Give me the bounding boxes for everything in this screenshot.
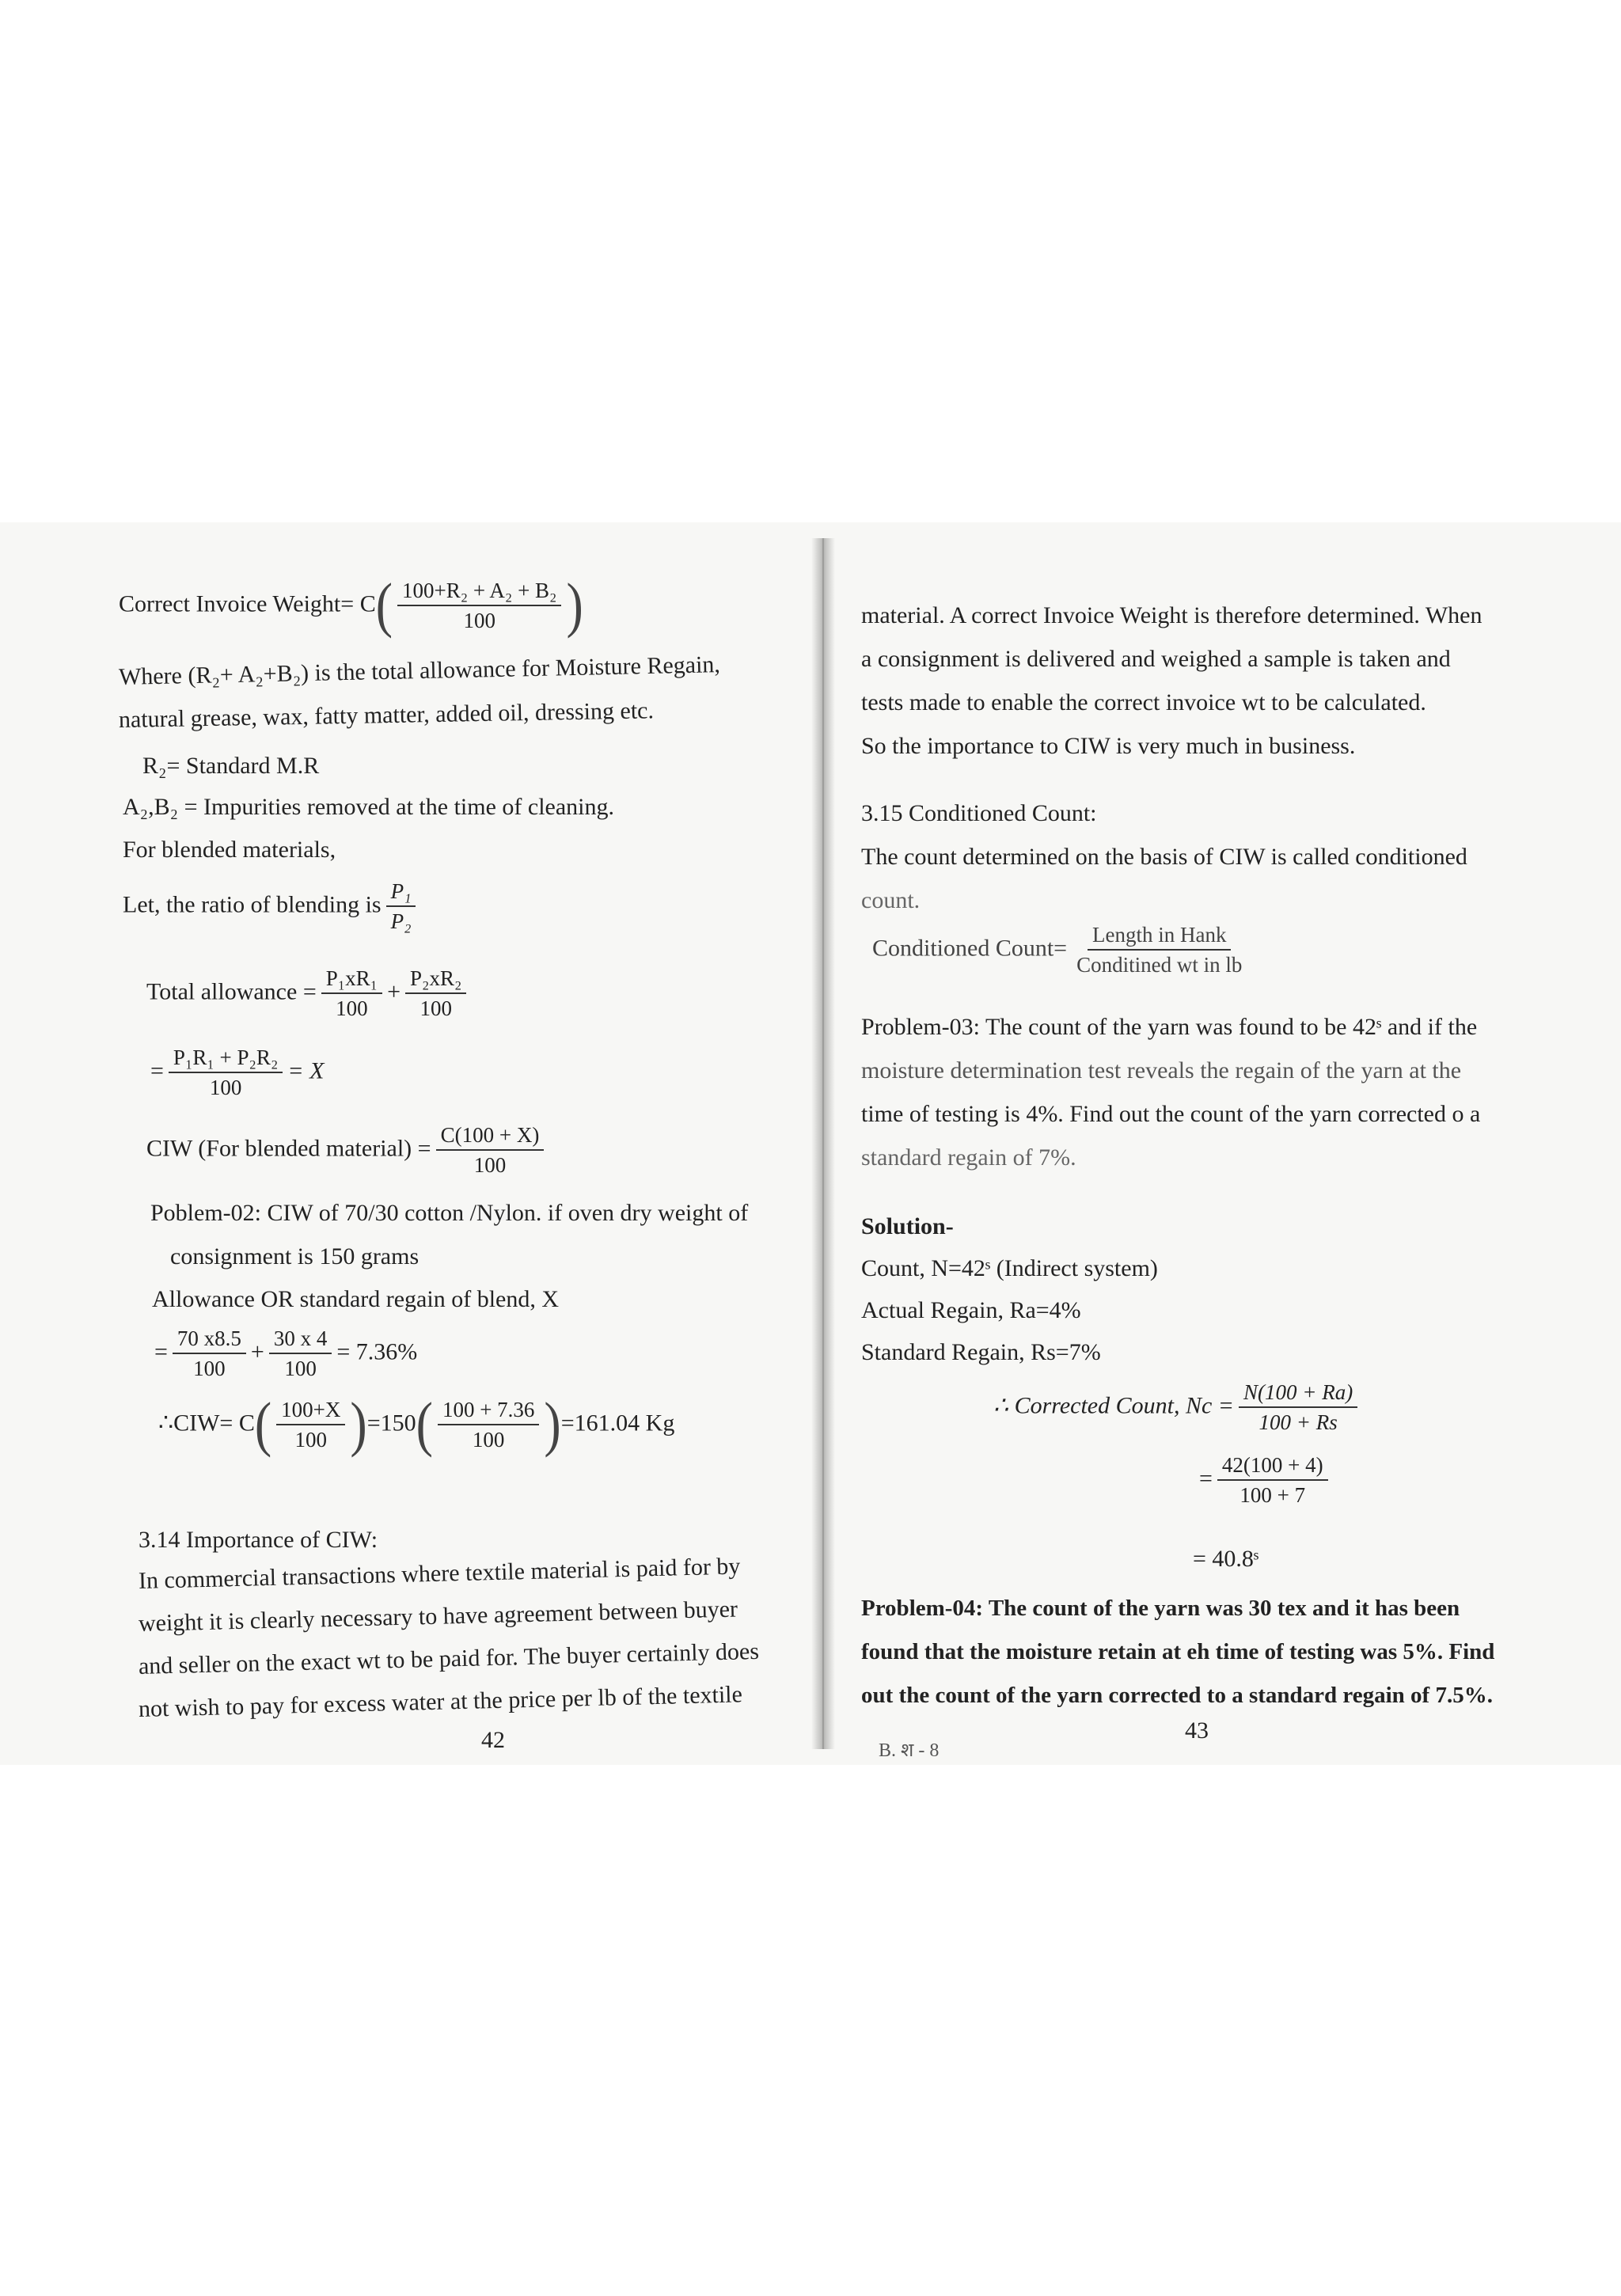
where-line-2: natural grease, wax, fatty matter, added oil, dressing etc. [118,697,655,733]
a2b2-definition: A₂,B₂ = Impurities removed at the time of cleaning. [123,794,615,820]
allowance-x-formula: = $\frac{\text{P₁R₁ + P₂R₂}}{100}$ = X [150,1046,325,1100]
solution-heading: Solution- [861,1213,954,1239]
problem-04-line-1: Problem-04: The count of the yarn was 30 tex and it has been [861,1596,1460,1621]
ciw-formula: Correct Invoice Weight= C( $\frac{\text{100+R₂ + A₂ + B₂}}{100}$ ) [119,571,583,639]
section-heading-3-14: 3.14 Importance of CIW: [139,1527,378,1553]
problem-04-line-2: found that the moisture retain at eh time of testing was 5%. Find [861,1639,1495,1664]
ratio-fraction: $\frac{\text{P₁}}{\text{P₂}}$ [386,879,416,935]
standard-regain: Standard Regain, Rs=7% [861,1339,1101,1365]
section-heading-3-15: 3.15 Conditioned Count: [861,800,1097,826]
r2-definition: R₂= Standard M.R [142,753,320,779]
problem-02-line-2: consignment is 150 grams [170,1243,419,1269]
blending-ratio: Let, the ratio of blending is $\frac{\text{P₁}}{\text{P₂}}$ [123,879,420,935]
total-allowance-formula: Total allowance = $\frac{\text{P₁xR₁}}{100}$ + $\frac{\text{P₂xR₂}}{100}$ [146,966,471,1022]
ciw-fraction: $\frac{\text{100+R₂ + A₂ + B₂}}{100}$ [397,578,561,634]
regain-calculation: = $\frac{70 x8.5}{100}$ + $\frac{30 x 4}{100}$ = 7.36% [154,1326,418,1381]
conditioned-count-formula: Conditioned Count= $\frac{\text{Length in Hank}}{\text{Conditined wt in lb}}$ [872,923,1243,977]
definition-line-2: count. [861,887,921,913]
allowance-line: Allowance OR standard regain of blend, X [152,1286,560,1312]
footer-mark: B. श - 8 [879,1740,940,1761]
continuation-line-1: material. A correct Invoice Weight is therefore determined. When [861,602,1482,628]
book-spread [0,522,1621,1765]
page-number-left: 42 [481,1727,505,1753]
left-page [0,522,823,1765]
para-line-4: not wish to pay for excess water at the price per lb of the textile [138,1681,743,1722]
para-line-1: In commercial transactions where textile material is paid for by [138,1553,741,1594]
ciw-blended-formula: CIW (For blended material) = $\frac{C(100 + X)}{100}$ [146,1122,549,1178]
page-number-right: 43 [1185,1717,1209,1744]
corrected-count-formula: ∴ Corrected Count, Nc = $\frac{N(100 + Ra)}{100 + Rs}$ [993,1379,1362,1436]
para-line-2: weight it is clearly necessary to have agreement between buyer [138,1596,738,1637]
problem-03-line-2: moisture determination test reveals the regain of the yarn at the [861,1057,1462,1083]
continuation-line-3: tests made to enable the correct invoice wt to be calculated. [861,689,1426,715]
problem-02-line-1: Poblem-02: CIW of 70/30 cotton /Nylon. if oven dry weight of [150,1200,749,1226]
corrected-count-result: = 40.8ˢ [1193,1546,1259,1572]
right-page [839,522,1621,1765]
problem-03-line-1: Problem-03: The count of the yarn was found to be 42ˢ and if the [861,1014,1478,1040]
where-line-1: Where (R₂+ A₂+B₂) is the total allowance for Moisture Regain, [118,651,721,690]
problem-04-line-3: out the count of the yarn corrected to a standard regain of 7.5%. [861,1683,1493,1708]
problem-03-line-3: time of testing is 4%. Find out the count of the yarn corrected o a [861,1101,1481,1127]
blended-materials: For blended materials, [123,837,336,863]
problem-03-line-4: standard regain of 7%. [861,1144,1076,1171]
corrected-count-substitution: = $\frac{42(100 + 4)}{100 + 7}$ [1199,1452,1333,1509]
actual-regain: Actual Regain, Ra=4% [861,1297,1081,1323]
ciw-label: Correct Invoice Weight= C [119,590,376,617]
count-line: Count, N=42ˢ (Indirect system) [861,1255,1158,1281]
continuation-line-4: So the importance to CIW is very much in business. [861,733,1356,759]
definition-line-1: The count determined on the basis of CIW is called conditioned [861,844,1467,870]
ciw-calculation: ∴CIW= C( $\frac{100+X}{100}$ )=150( $\frac{100 + 7.36}{100}$ )=161.04 Kg [158,1391,675,1459]
para-line-3: and seller on the exact wt to be paid for. The buyer certainly does [138,1638,760,1679]
continuation-line-2: a consignment is delivered and weighed a sample is taken and [861,646,1451,672]
